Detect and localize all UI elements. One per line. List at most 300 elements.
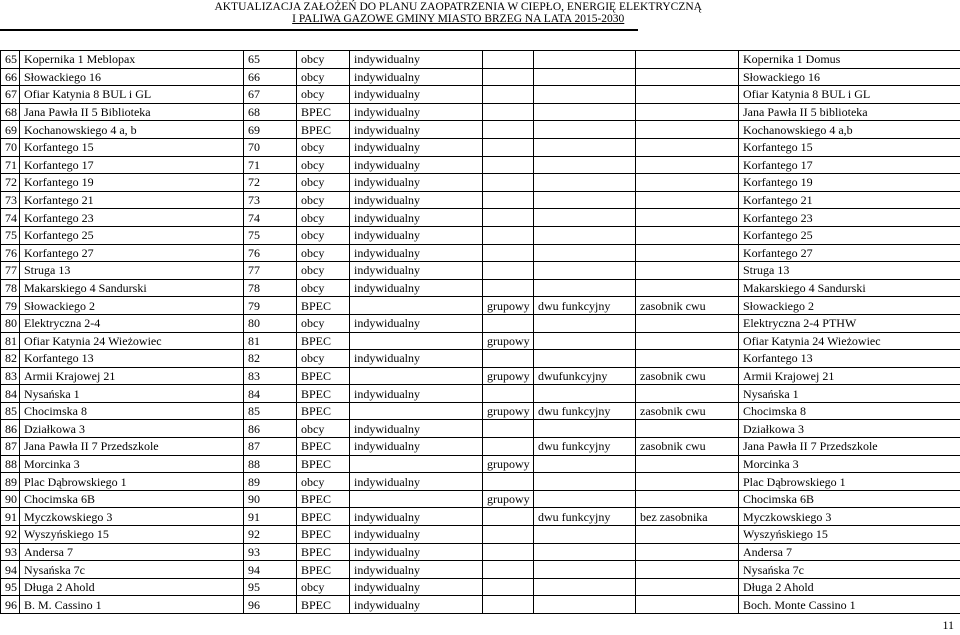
address-cell: Chocimska 6B [20,490,244,508]
table-row [1,121,960,139]
table-row [1,508,960,526]
object-name-cell: Armii Krajowej 21 [739,367,960,385]
type-cell: indywidualny [350,526,483,544]
object-name-cell: Korfantego 19 [739,174,960,192]
header-rule [0,29,638,31]
row-number: 92 [1,526,20,544]
row-number: 67 [1,86,20,104]
function-cell [534,561,636,579]
owner-cell: obcy [297,578,350,596]
group-cell [483,279,534,297]
table-row [1,402,960,420]
address-cell: Korfantego 23 [20,209,244,227]
function-cell [534,121,636,139]
storage-cell [636,314,739,332]
number-cell: 74 [244,209,297,227]
group-cell [483,191,534,209]
address-cell: Ofiar Katynia 24 Wieżowiec [20,332,244,350]
object-name-cell: Ofiar Katynia 24 Wieżowiec [739,332,960,350]
header-line-1: AKTUALIZACJA ZAŁOŻEŃ DO PLANU ZAOPATRZENIA W CIEPŁO, ENERGIĘ ELEKTRYCZNĄ [214,1,702,13]
table-row [1,209,960,227]
group-cell [483,561,534,579]
type-cell: indywidualny [350,473,483,491]
row-number: 78 [1,279,20,297]
function-cell [534,473,636,491]
group-cell: grupowy [483,297,534,315]
group-cell [483,262,534,280]
object-name-cell: Korfantego 25 [739,226,960,244]
number-cell: 93 [244,543,297,561]
function-cell [534,596,636,614]
owner-cell: BPEC [297,526,350,544]
group-cell [483,543,534,561]
function-cell [534,385,636,403]
storage-cell: bez zasobnika [636,508,739,526]
object-name-cell: Struga 13 [739,262,960,280]
function-cell [534,209,636,227]
object-name-cell: Korfantego 27 [739,244,960,262]
table-row [1,244,960,262]
function-cell [534,332,636,350]
address-cell: Nysańska 7c [20,561,244,579]
table-row [1,103,960,121]
object-name-cell: Myczkowskiego 3 [739,508,960,526]
storage-cell [636,455,739,473]
type-cell: indywidualny [350,561,483,579]
owner-cell: BPEC [297,332,350,350]
table-row [1,455,960,473]
row-number: 75 [1,226,20,244]
number-cell: 91 [244,508,297,526]
object-name-cell: Plac Dąbrowskiego 1 [739,473,960,491]
object-name-cell: Elektryczna 2-4 PTHW [739,314,960,332]
number-cell: 81 [244,332,297,350]
owner-cell: BPEC [297,490,350,508]
object-name-cell: Chocimska 6B [739,490,960,508]
object-name-cell: Makarskiego 4 Sandurski [739,279,960,297]
function-cell [534,262,636,280]
storage-cell [636,596,739,614]
storage-cell [636,385,739,403]
number-cell: 87 [244,438,297,456]
group-cell [483,420,534,438]
number-cell: 77 [244,262,297,280]
address-cell: Armii Krajowej 21 [20,367,244,385]
owner-cell: obcy [297,138,350,156]
row-number: 88 [1,455,20,473]
type-cell: indywidualny [350,350,483,368]
type-cell: indywidualny [350,420,483,438]
object-name-cell: Korfantego 15 [739,138,960,156]
table-row [1,51,960,69]
owner-cell: BPEC [297,508,350,526]
storage-cell: zasobnik cwu [636,367,739,385]
function-cell [534,156,636,174]
row-number: 87 [1,438,20,456]
function-cell [534,138,636,156]
row-number: 91 [1,508,20,526]
function-cell: dwu funkcyjny [534,402,636,420]
number-cell: 79 [244,297,297,315]
function-cell [534,86,636,104]
group-cell [483,68,534,86]
function-cell [534,191,636,209]
group-cell [483,473,534,491]
address-cell: Korfantego 21 [20,191,244,209]
owner-cell: BPEC [297,438,350,456]
row-number: 94 [1,561,20,579]
owner-cell: BPEC [297,297,350,315]
object-name-cell: Boch. Monte Cassino 1 [739,596,960,614]
storage-cell [636,138,739,156]
table-row [1,385,960,403]
storage-cell: zasobnik cwu [636,438,739,456]
table-row [1,262,960,280]
row-number: 93 [1,543,20,561]
group-cell [483,121,534,139]
type-cell: indywidualny [350,385,483,403]
number-cell: 83 [244,367,297,385]
storage-cell [636,543,739,561]
group-cell [483,138,534,156]
function-cell: dwu funkcyjny [534,438,636,456]
storage-cell [636,332,739,350]
address-cell: Korfantego 25 [20,226,244,244]
type-cell: indywidualny [350,191,483,209]
type-cell: indywidualny [350,86,483,104]
type-cell: indywidualny [350,51,483,69]
table-row [1,279,960,297]
storage-cell [636,86,739,104]
object-name-cell: Nysańska 7c [739,561,960,579]
function-cell [534,103,636,121]
storage-cell: zasobnik cwu [636,297,739,315]
object-name-cell: Korfantego 23 [739,209,960,227]
owner-cell: BPEC [297,596,350,614]
row-number: 84 [1,385,20,403]
type-cell [350,490,483,508]
number-cell: 96 [244,596,297,614]
row-number: 76 [1,244,20,262]
group-cell [483,103,534,121]
row-number: 83 [1,367,20,385]
function-cell [534,51,636,69]
table-row [1,68,960,86]
type-cell [350,367,483,385]
type-cell [350,332,483,350]
group-cell: grupowy [483,490,534,508]
type-cell: indywidualny [350,209,483,227]
row-number: 81 [1,332,20,350]
number-cell: 68 [244,103,297,121]
owner-cell: obcy [297,350,350,368]
group-cell [483,314,534,332]
type-cell [350,297,483,315]
row-number: 74 [1,209,20,227]
object-name-cell: Kopernika 1 Domus [739,51,960,69]
address-cell: Korfantego 19 [20,174,244,192]
document-header [214,1,702,25]
table-row [1,314,960,332]
type-cell: indywidualny [350,103,483,121]
address-cell: Makarskiego 4 Sandurski [20,279,244,297]
object-name-cell: Korfantego 21 [739,191,960,209]
number-cell: 76 [244,244,297,262]
owner-cell: obcy [297,86,350,104]
owner-cell: BPEC [297,561,350,579]
storage-cell [636,526,739,544]
address-cell: B. M. Cassino 1 [20,596,244,614]
table-row [1,174,960,192]
table-row [1,578,960,596]
type-cell: indywidualny [350,68,483,86]
number-cell: 95 [244,578,297,596]
table-row [1,297,960,315]
address-cell: Chocimska 8 [20,402,244,420]
function-cell: dwu funkcyjny [534,508,636,526]
row-number: 68 [1,103,20,121]
owner-cell: obcy [297,68,350,86]
table-row [1,156,960,174]
object-name-cell: Nysańska 1 [739,385,960,403]
address-cell: Ofiar Katynia 8 BUL i GL [20,86,244,104]
type-cell: indywidualny [350,174,483,192]
address-cell: Korfantego 27 [20,244,244,262]
group-cell [483,209,534,227]
storage-cell [636,103,739,121]
storage-cell [636,578,739,596]
number-cell: 84 [244,385,297,403]
type-cell: indywidualny [350,508,483,526]
owner-cell: obcy [297,209,350,227]
table-row [1,438,960,456]
function-cell [534,244,636,262]
row-number: 65 [1,51,20,69]
type-cell: indywidualny [350,596,483,614]
storage-cell [636,209,739,227]
group-cell [483,226,534,244]
number-cell: 86 [244,420,297,438]
storage-cell [636,121,739,139]
group-cell: grupowy [483,402,534,420]
page-number: 11 [942,618,954,632]
object-name-cell: Chocimska 8 [739,402,960,420]
storage-cell [636,279,739,297]
number-cell: 75 [244,226,297,244]
owner-cell: obcy [297,473,350,491]
row-number: 73 [1,191,20,209]
number-cell: 66 [244,68,297,86]
owner-cell: BPEC [297,455,350,473]
address-cell: Korfantego 17 [20,156,244,174]
object-name-cell: Działkowa 3 [739,420,960,438]
function-cell [534,350,636,368]
type-cell: indywidualny [350,121,483,139]
type-cell: indywidualny [350,578,483,596]
address-cell: Jana Pawła II 7 Przedszkole [20,438,244,456]
group-cell [483,174,534,192]
group-cell [483,86,534,104]
object-name-cell: Słowackiego 16 [739,68,960,86]
table-row [1,561,960,579]
object-name-cell: Ofiar Katynia 8 BUL i GL [739,86,960,104]
number-cell: 78 [244,279,297,297]
table-row [1,367,960,385]
row-number: 69 [1,121,20,139]
storage-cell [636,156,739,174]
group-cell [483,156,534,174]
address-cell: Działkowa 3 [20,420,244,438]
owner-cell: BPEC [297,402,350,420]
row-number: 70 [1,138,20,156]
function-cell: dwufunkcyjny [534,367,636,385]
function-cell [534,226,636,244]
table-row [1,473,960,491]
header-line-2: I PALIWA GAZOWE GMINY MIASTO BRZEG NA LATA 2015-2030 [292,13,625,25]
address-cell: Nysańska 1 [20,385,244,403]
boiler-table [0,50,960,614]
number-cell: 85 [244,402,297,420]
number-cell: 67 [244,86,297,104]
group-cell [483,51,534,69]
row-number: 82 [1,350,20,368]
object-name-cell: Korfantego 13 [739,350,960,368]
type-cell: indywidualny [350,438,483,456]
number-cell: 90 [244,490,297,508]
storage-cell [636,420,739,438]
storage-cell [636,191,739,209]
owner-cell: obcy [297,279,350,297]
address-cell: Słowackiego 16 [20,68,244,86]
storage-cell [636,561,739,579]
address-cell: Słowackiego 2 [20,297,244,315]
type-cell: indywidualny [350,244,483,262]
type-cell: indywidualny [350,138,483,156]
object-name-cell: Korfantego 17 [739,156,960,174]
owner-cell: BPEC [297,543,350,561]
function-cell [534,578,636,596]
table-row [1,191,960,209]
number-cell: 89 [244,473,297,491]
object-name-cell: Kochanowskiego 4 a,b [739,121,960,139]
row-number: 71 [1,156,20,174]
function-cell [534,455,636,473]
table-row [1,420,960,438]
address-cell: Morcinka 3 [20,455,244,473]
type-cell: indywidualny [350,262,483,280]
type-cell: indywidualny [350,226,483,244]
group-cell [483,350,534,368]
storage-cell [636,226,739,244]
number-cell: 70 [244,138,297,156]
object-name-cell: Morcinka 3 [739,455,960,473]
row-number: 89 [1,473,20,491]
object-name-cell: Słowackiego 2 [739,297,960,315]
address-cell: Struga 13 [20,262,244,280]
row-number: 66 [1,68,20,86]
storage-cell [636,51,739,69]
owner-cell: BPEC [297,367,350,385]
address-cell: Elektryczna 2-4 [20,314,244,332]
type-cell: indywidualny [350,543,483,561]
owner-cell: obcy [297,420,350,438]
number-cell: 73 [244,191,297,209]
table-row [1,138,960,156]
object-name-cell: Jana Pawła II 5 biblioteka [739,103,960,121]
number-cell: 82 [244,350,297,368]
owner-cell: BPEC [297,121,350,139]
address-cell: Myczkowskiego 3 [20,508,244,526]
row-number: 86 [1,420,20,438]
function-cell [534,68,636,86]
type-cell: indywidualny [350,279,483,297]
number-cell: 65 [244,51,297,69]
group-cell: grupowy [483,367,534,385]
storage-cell [636,244,739,262]
address-cell: Kochanowskiego 4 a, b [20,121,244,139]
group-cell [483,244,534,262]
group-cell [483,578,534,596]
group-cell [483,596,534,614]
owner-cell: obcy [297,191,350,209]
table-row [1,86,960,104]
row-number: 77 [1,262,20,280]
group-cell [483,508,534,526]
row-number: 85 [1,402,20,420]
address-cell: Korfantego 13 [20,350,244,368]
function-cell [534,490,636,508]
address-cell: Korfantego 15 [20,138,244,156]
owner-cell: obcy [297,51,350,69]
owner-cell: obcy [297,314,350,332]
owner-cell: obcy [297,262,350,280]
owner-cell: obcy [297,226,350,244]
number-cell: 80 [244,314,297,332]
function-cell [534,526,636,544]
row-number: 96 [1,596,20,614]
row-number: 80 [1,314,20,332]
address-cell: Andersa 7 [20,543,244,561]
storage-cell [636,68,739,86]
number-cell: 71 [244,156,297,174]
address-cell: Długa 2 Ahold [20,578,244,596]
group-cell: grupowy [483,332,534,350]
group-cell [483,526,534,544]
row-number: 90 [1,490,20,508]
group-cell [483,385,534,403]
object-name-cell: Andersa 7 [739,543,960,561]
storage-cell [636,350,739,368]
storage-cell: zasobnik cwu [636,402,739,420]
owner-cell: BPEC [297,385,350,403]
function-cell: dwu funkcyjny [534,297,636,315]
group-cell [483,438,534,456]
type-cell [350,455,483,473]
storage-cell [636,490,739,508]
function-cell [534,543,636,561]
address-cell: Kopernika 1 Meblopax [20,51,244,69]
storage-cell [636,473,739,491]
number-cell: 69 [244,121,297,139]
object-name-cell: Długa 2 Ahold [739,578,960,596]
address-cell: Plac Dąbrowskiego 1 [20,473,244,491]
number-cell: 94 [244,561,297,579]
function-cell [534,314,636,332]
table-row [1,226,960,244]
table-row [1,350,960,368]
number-cell: 92 [244,526,297,544]
storage-cell [636,174,739,192]
